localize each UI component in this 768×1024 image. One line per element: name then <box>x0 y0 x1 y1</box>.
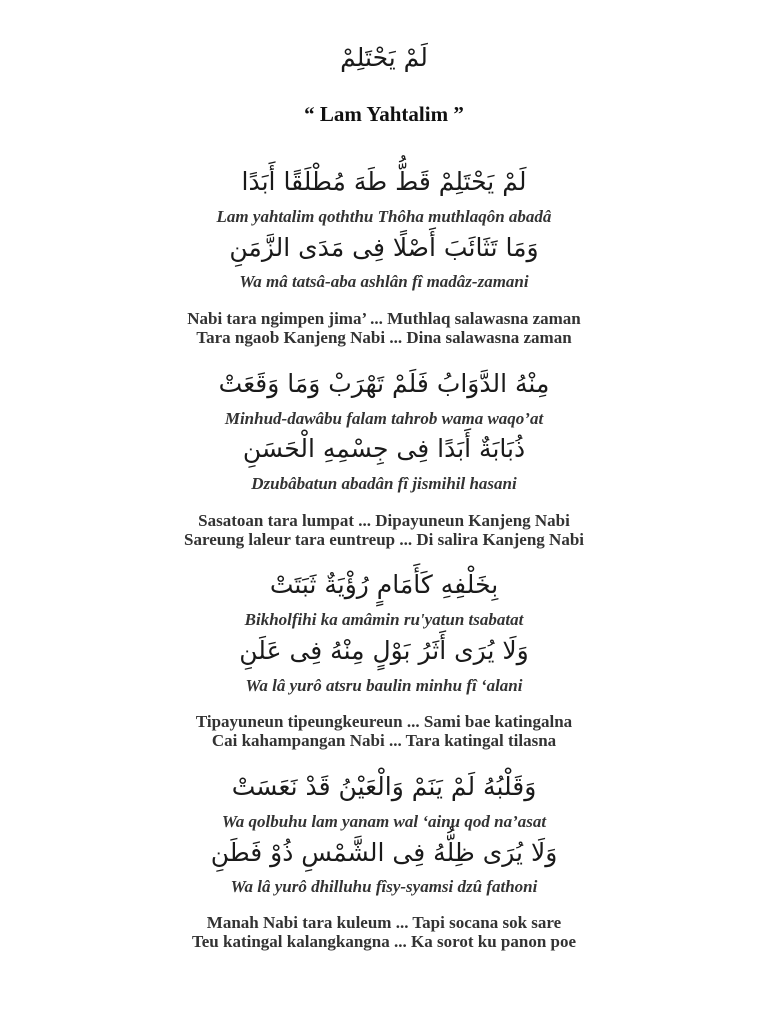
stanza-3-translation-1: Tipayuneun tipeungkeureun ... Sami bae katingalna <box>195 712 573 731</box>
stanza-2-translation-2: Sareung laleur tara euntreup ... Di salira Kanjeng Nabi <box>184 530 584 549</box>
page-title: “ Lam Yahtalim ” <box>304 102 464 126</box>
stanza-1-arabic-1: لَمْ يَحْتَلِمْ قَطُّ طَهَ مُطْلَقًا أَبَدًا <box>241 167 527 196</box>
stanza-2-latin-2: Dzubâbatun abadân fî jismihil hasani <box>251 474 517 493</box>
stanza-1-arabic-2: وَمَا تَثَائَبَ أَصْلًا فِى مَدَى الزَّمَنِ <box>229 233 539 262</box>
stanza-4-latin-1: Wa qolbuhu lam yanam wal ‘ainu qod na’asat <box>221 812 547 831</box>
stanza-4-latin-2: Wa lâ yurô dhilluhu fîsy-syamsi dzû fathoni <box>230 877 538 896</box>
stanza-4-arabic-1: وَقَلْبُهُ لَمْ يَنَمْ وَالْعَيْنُ قَدْ نَعَسَتْ <box>231 772 537 801</box>
header-arabic: لَمْ يَحْتَلِمْ <box>340 43 428 72</box>
stanza-3-latin-2: Wa lâ yurô atsru baulin minhu fî ‘alani <box>245 676 523 695</box>
stanza-4-arabic-2: وَلَا يُرَى ظِلُّهُ فِى الشَّمْسِ ذُوْ فَطَنِ <box>210 838 558 867</box>
stanza-1-latin-1: Lam yahtalim qoththu Thôha muthlaqôn abadâ <box>216 207 552 226</box>
stanza-2-translation-1: Sasatoan tara lumpat ... Dipayuneun Kanjeng Nabi <box>198 511 570 530</box>
stanza-3-latin-1: Bikholfihi ka amâmin ru'yatun tsabatat <box>244 610 524 629</box>
stanza-1-translation-1: Nabi tara ngimpen jima’ ... Muthlaq salawasna zaman <box>187 309 581 328</box>
stanza-3-translation-2: Cai kahampangan Nabi ... Tara katingal tilasna <box>211 731 557 750</box>
stanza-3-arabic-2: وَلَا يُرَى أَثَرُ بَوْلٍ مِنْهُ فِى عَلَنِ <box>239 636 529 665</box>
stanza-4-translation-2: Teu katingal kalangkangna ... Ka sorot ku panon poe <box>191 932 577 951</box>
stanza-2-latin-1: Minhud-dawâbu falam tahrob wama waqo’at <box>224 409 544 428</box>
stanza-1-latin-2: Wa mâ tatsâ-aba ashlân fî madâz-zamani <box>239 272 529 291</box>
stanza-2-arabic-2: ذُبَابَةٌ أَبَدًا فِى جِسْمِهِ الْحَسَنِ <box>242 434 526 463</box>
stanza-3-arabic-1: بِخَلْفِهِ كَأَمَامٍ رُؤْيَةٌ ثَبَتَتْ <box>269 570 499 599</box>
stanza-2-arabic-1: مِنْهُ الدَّوَابُ فَلَمْ تَهْرَبْ وَمَا وَقَعَتْ <box>218 369 550 398</box>
stanza-4-translation-1: Manah Nabi tara kuleum ... Tapi socana sok sare <box>206 913 562 932</box>
stanza-1-translation-2: Tara ngaob Kanjeng Nabi ... Dina salawasna zaman <box>196 328 572 347</box>
